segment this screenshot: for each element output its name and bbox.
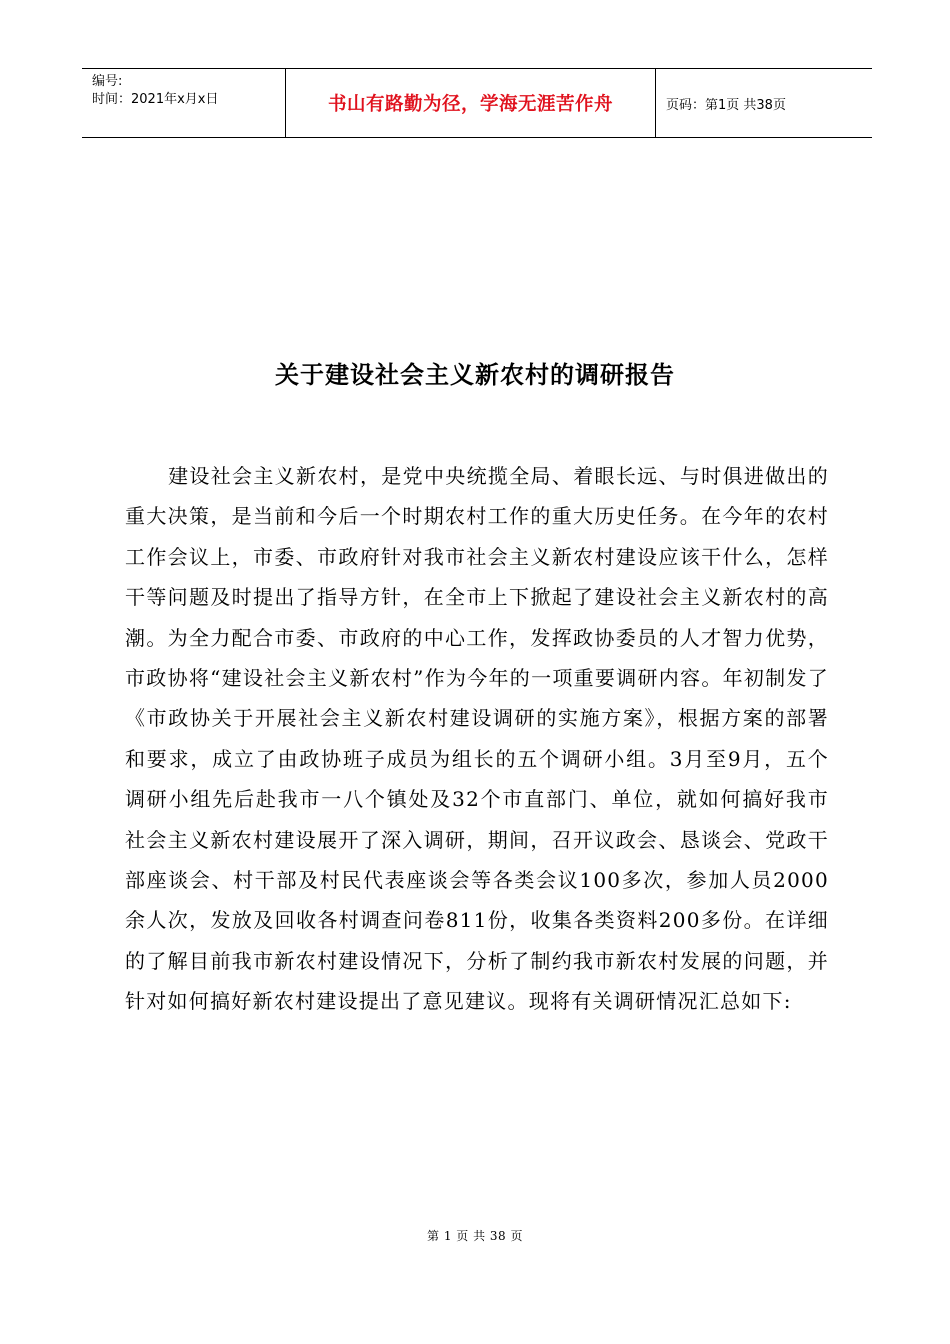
header-motto-cell bbox=[286, 69, 656, 137]
body-paragraph bbox=[125, 456, 829, 1022]
header-page-cell bbox=[656, 69, 872, 137]
header-page-number: 页码：第1页 共38页 bbox=[666, 97, 786, 113]
header-meta-cell bbox=[82, 69, 286, 137]
header-motto: 书山有路勤为径，学海无涯苦作舟 bbox=[327, 94, 613, 115]
document-title: 关于建设社会主义新农村的调研报告 bbox=[275, 360, 675, 389]
page-header bbox=[82, 68, 872, 138]
document-time-label: 时间：2021年x月x日 bbox=[92, 92, 219, 107]
page-footer: 第 1 页 共 38 页 bbox=[427, 1229, 523, 1243]
body-paragraph-text: 建设社会主义新农村，是党中央统揽全局、着眼长远、与时俱进做出的重大决策，是当前和今后一个时期农村工作的重大历史任务。在今年的农村工作会议上，市委、市政府针对我市社会主义新农村建设应该干什么，怎样干等问题及时提出了指导方针，在全市上下掀起了建设社会主义新农村的高潮。为全力配合市委、市政府的中心工作，发挥政协委员的人才智力优势，市政协将“建设社会主义新农村”作为今年的一项重要调研内容。年初制发了《市政协关于开展社会主义新农村建设调研的实施方案》，根据方案的部署和要求，成立了由政协班子成员为组长的五个调研小组。3月至9月，五个调研小组先后赴我市一八个镇处及32个市直部门、单位，就如何搞好我市社会主义新农村建设展开了深入调研，期间，召开议政会、恳谈会、党政干部座谈会、村干部及村民代表座谈会等各类会议100多次，参加人员2000余人次，发放及回收各村调查问卷811份，收集各类资料200多份。在详细的了解目前我市新农村建设情况下，分析了制约我市新农村发展的问题，并针对如何搞好新农村建设提出了意见建议。现将有关调研情况汇总如下: bbox=[125, 464, 829, 1014]
document-number-label: 编号: bbox=[92, 74, 123, 89]
